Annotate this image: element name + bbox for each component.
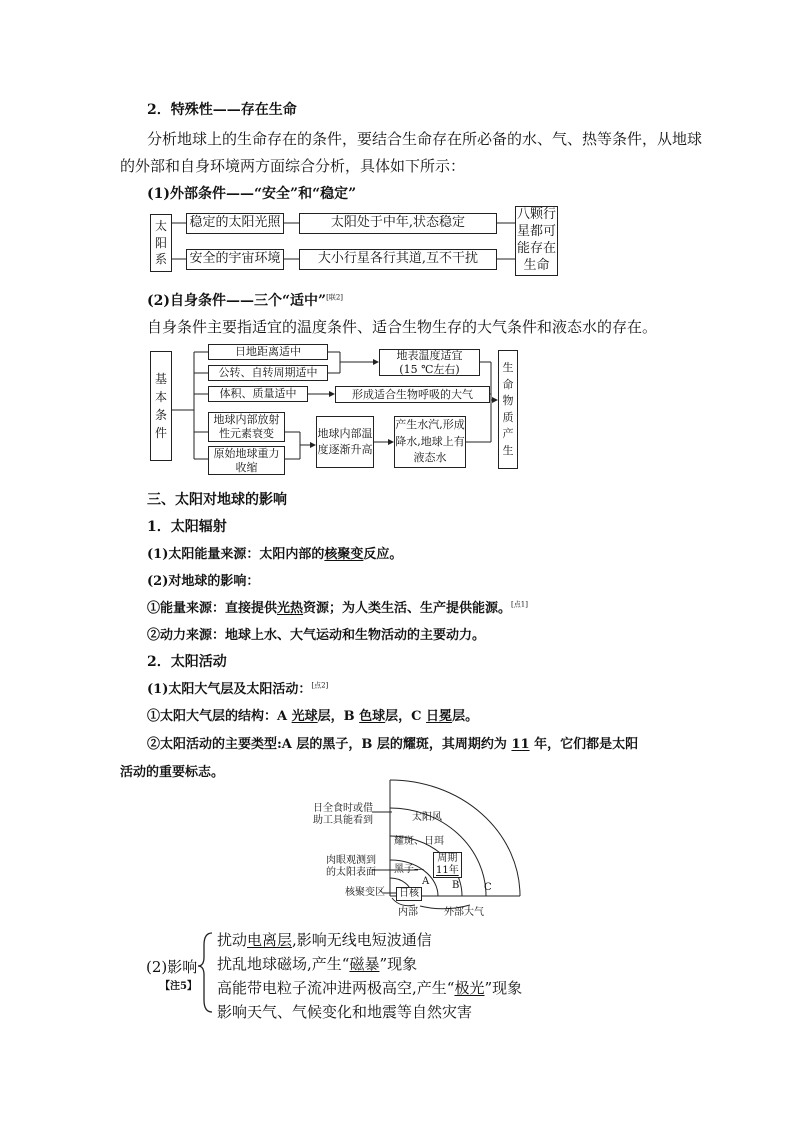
life-emergence-box: 生命物质产生 [498,350,518,469]
label-core: 日核 [396,887,422,901]
impact-energy-line: ①能量来源：直接提供光热资源；为人类生活、生产提供能源。[点1] [147,600,528,616]
impact-power-line: ②动力来源：地球上水、大气运动和生物活动的主要动力。 [147,628,486,643]
label-layer-a: A [422,876,430,887]
label-sunspot: 黑子— [394,864,424,875]
intro-line-2: 的外部和自身环境两方面综合分析，具体如下所示： [120,157,466,175]
influence-line-1: 扰动电离层,影响无线电短波通信 [217,931,432,949]
label-solar-wind: 太阳风 [412,812,442,823]
influence-note: 【注5】 [160,981,197,992]
basic-conditions-box: 基本条件 [150,351,172,461]
label-layer-b: B [452,880,460,891]
planets-orbit-box: 大小行星各行其道,互不干扰 [299,249,497,270]
rotation-period-box: 公转、自转周期适中 [208,365,328,381]
volume-mass-box: 体积、质量适中 [208,386,308,402]
radiation-title: 1．太阳辐射 [147,519,227,535]
internal-text: 自身条件主要指适宜的温度条件、适合生物生存的大气条件和液态水的存在。 [147,318,658,336]
impact-heading: (2)对地球的影响： [147,574,260,589]
label-layer-c: C [484,882,492,893]
label-visible-surface: 肉眼观测到 的太阳表面 [326,855,376,878]
stable-sunlight-box: 稳定的太阳光照 [186,213,284,234]
inner-temperature-box: 地球内部温度逐渐升高 [316,416,374,468]
influence-line-4: 影响天气、气候变化和地震等自然灾害 [217,1003,473,1021]
influence-line-3: 高能带电粒子流冲进两极高空,产生“极光”现象 [217,979,523,997]
label-interior: 内部 [398,907,418,918]
internal-heading: (2)自身条件——三个“适中”[联2] [147,293,344,309]
radioactive-decay-box: 地球内部放射性元素衰变 [208,412,285,442]
label-cycle: 周期 11年 [433,852,462,878]
label-flare-prominence: 耀斑、日珥 [394,836,444,847]
section-title: 2．特殊性——存在生命 [147,102,297,118]
eight-planets-box: 八颗行星都可能存在生命 [515,206,558,276]
label-outer-atmosphere: 外部大气 [444,907,484,918]
influence-brace [198,933,212,1012]
gravity-contraction-box: 原始地球重力收缩 [208,446,285,475]
sun-earth-distance-box: 日地距离适中 [208,344,328,360]
layers-structure-line: ①太阳大气层的结构：A 光球层，B 色球层，C 日冕层。 [147,709,479,724]
activity-title: 2．太阳活动 [147,654,227,670]
external-heading: (1)外部条件——“安全”和“稳定” [147,186,357,202]
label-eclipse: 日全食时或借 助工具能看到 [313,803,373,826]
breathable-atmosphere-box: 形成适合生物呼吸的大气 [335,386,490,403]
section3-title: 三、太阳对地球的影响 [147,492,287,508]
sun-middle-age-box: 太阳处于中年,状态稳定 [299,213,497,234]
safe-universe-box: 安全的宇宙环境 [186,249,284,270]
label-fusion-zone: 核聚变区 [345,887,385,898]
activity-types-line: ②太阳活动的主要类型:A 层的黑子，B 层的耀斑，其周期约为 11 年，它们都是太阳 [147,737,639,752]
solar-system-box: 太阳系 [150,214,172,272]
energy-source-line: (1)太阳能量来源：太阳内部的核聚变反应。 [147,547,403,562]
liquid-water-box: 产生水汽,形成降水,地球上有液态水 [394,416,466,468]
layers-heading: (1)太阳大气层及太阳活动：[点2] [147,681,329,697]
surface-temperature-box: 地表温度适宜 (15 ℃左右) [379,349,480,376]
intro-line-1: 分析地球上的生命存在的条件，要结合生命存在所必备的水、气、热等条件，从地球 [147,130,703,148]
activity-types-line-2: 活动的重要标志。 [120,765,225,780]
influence-label: (2)影响 [146,958,198,976]
influence-line-2: 扰乱地球磁场,产生“磁暴”现象 [217,955,418,973]
